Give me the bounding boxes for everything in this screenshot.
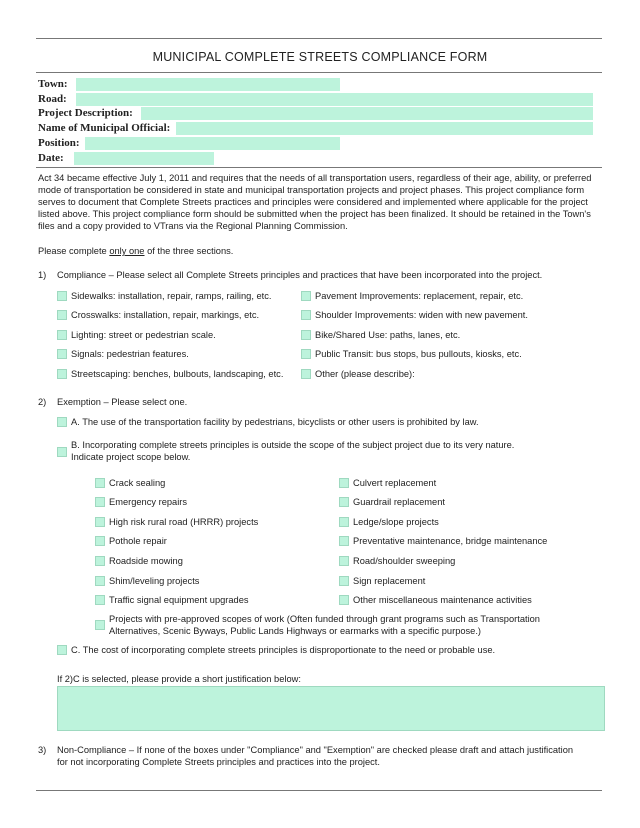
town-field[interactable] [76,78,340,91]
streetscaping-checkbox[interactable] [57,369,67,379]
section1-number: 1) [38,270,47,280]
date-field[interactable] [74,152,214,165]
option-a-label: A. The use of the transportation facility by pedestrians, bicyclists or other users is prohibited by law. [71,417,479,427]
lighting-checkbox[interactable] [57,330,67,340]
project-description-field[interactable] [141,107,593,120]
option-c-label: C. The cost of incorporating complete streets principles is disproportionate to the need or probable use. [71,645,496,655]
scope-preventative-label: Preventative maintenance, bridge maintenance [353,536,548,546]
intro-paragraph: Act 34 became effective July 1, 2011 and requires that the needs of all transportation users, regardless of their age, ability, or preferred mode of transportation be considered in state and municipal transportation projects and project phases. This project compliance form serves to document that Complete Streets practices and principles were considered and implemented where applicable for the project listed above. This project compliance form should be submitted when the project has been finalized. It should be retained in the Town's files and a copy provided to VTrans via the Regional Planning Commission. [38,173,592,231]
option-b-checkbox[interactable] [57,447,67,457]
section3-line1: Non-Compliance – If none of the boxes under "Compliance" and "Exemption" are checked please draft and attach justification [57,745,574,755]
project-description-label: Project Description: [38,107,133,119]
scope-ledge-label: Ledge/slope projects [353,517,439,527]
crosswalks-checkbox[interactable] [57,310,67,320]
official-field[interactable] [176,122,593,135]
streetscaping-label: Streetscaping: benches, bulbouts, landscaping, etc. [71,369,284,379]
signals-checkbox[interactable] [57,349,67,359]
scope-preventative-checkbox[interactable] [339,536,349,546]
option-b-line1: B. Incorporating complete streets principles is outside the scope of the subject project due to its very nature. [71,440,515,450]
instruction [38,245,538,257]
section3-line2: for not incorporating Complete Streets principles and practices into the project. [57,757,380,767]
sidewalks-label: Sidewalks: installation, repair, ramps, railing, etc. [71,291,272,301]
scope-pothole-checkbox[interactable] [95,536,105,546]
scope-guardrail-checkbox[interactable] [339,497,349,507]
road-label: Road: [38,93,67,105]
scope-mowing-checkbox[interactable] [95,556,105,566]
scope-shim-checkbox[interactable] [95,576,105,586]
scope-preapproved-checkbox[interactable] [95,620,105,630]
date-label: Date: [38,152,64,164]
scope-crack-label: Crack sealing [109,478,166,488]
official-label: Name of Municipal Official: [38,122,171,134]
scope-hrrr-checkbox[interactable] [95,517,105,527]
scope-shim-label: Shim/leveling projects [109,576,200,586]
form-title: MUNICIPAL COMPLETE STREETS COMPLIANCE FORM [152,50,488,64]
justification-label: If 2)C is selected, please provide a short justification below: [57,674,301,684]
signals-label: Signals: pedestrian features. [71,349,189,359]
shoulder-checkbox[interactable] [301,310,311,320]
scope-culvert-checkbox[interactable] [339,478,349,488]
scope-mowing-label: Roadside mowing [109,556,183,566]
option-c-checkbox[interactable] [57,645,67,655]
other-checkbox[interactable] [301,369,311,379]
lighting-label: Lighting: street or pedestrian scale. [71,330,216,340]
scope-sweeping-label: Road/shoulder sweeping [353,556,456,566]
pavement-checkbox[interactable] [301,291,311,301]
scope-hrrr-label: High risk rural road (HRRR) projects [109,517,259,527]
other-label: Other (please describe): [315,369,415,379]
scope-pothole-label: Pothole repair [109,536,167,546]
scope-emergency-checkbox[interactable] [95,497,105,507]
section3-number: 3) [38,745,47,755]
section2-number: 2) [38,397,47,407]
scope-guardrail-label: Guardrail replacement [353,497,445,507]
crosswalks-label: Crosswalks: installation, repair, markings, etc. [71,310,260,320]
sidewalks-checkbox[interactable] [57,291,67,301]
transit-checkbox[interactable] [301,349,311,359]
position-label: Position: [38,137,80,149]
shoulder-label: Shoulder Improvements: widen with new pavement. [315,310,528,320]
instruction-after: of the three sections. [144,246,234,256]
scope-other-label: Other miscellaneous maintenance activities [353,595,532,605]
option-b-line2: Indicate project scope below. [71,452,191,462]
instruction-before: Please complete [38,246,110,256]
position-field[interactable] [85,137,340,150]
scope-sweeping-checkbox[interactable] [339,556,349,566]
scope-other-checkbox[interactable] [339,595,349,605]
scope-emergency-label: Emergency repairs [109,497,188,507]
section1-heading: Compliance – Please select all Complete Streets principles and practices that have been incorporated into the project. [57,270,543,280]
transit-label: Public Transit: bus stops, bus pullouts, kiosks, etc. [315,349,522,359]
bottom-rule [36,790,602,791]
option-a-checkbox[interactable] [57,417,67,427]
pavement-label: Pavement Improvements: replacement, repair, etc. [315,291,524,301]
scope-crack-checkbox[interactable] [95,478,105,488]
scope-culvert-label: Culvert replacement [353,478,437,488]
scope-sign-checkbox[interactable] [339,576,349,586]
scope-preapproved-line2: Alternatives, Scenic Byways, Public Lands Highways or earmarks with a specific purpose.) [109,626,482,636]
instruction-underlined: only one [109,246,145,256]
fields-rule [36,167,602,168]
scope-sign-label: Sign replacement [353,576,426,586]
scope-signal-checkbox[interactable] [95,595,105,605]
title-rule [36,72,602,73]
scope-ledge-checkbox[interactable] [339,517,349,527]
bike-checkbox[interactable] [301,330,311,340]
section2-heading: Exemption – Please select one. [57,397,188,407]
bike-label: Bike/Shared Use: paths, lanes, etc. [315,330,461,340]
road-field[interactable] [76,93,593,106]
town-label: Town: [38,78,68,90]
scope-preapproved-line1: Projects with pre-approved scopes of work (Often funded through grant programs such as Transportation [109,614,540,624]
scope-signal-label: Traffic signal equipment upgrades [109,595,249,605]
justification-textarea[interactable] [57,686,605,731]
top-rule [36,38,602,39]
